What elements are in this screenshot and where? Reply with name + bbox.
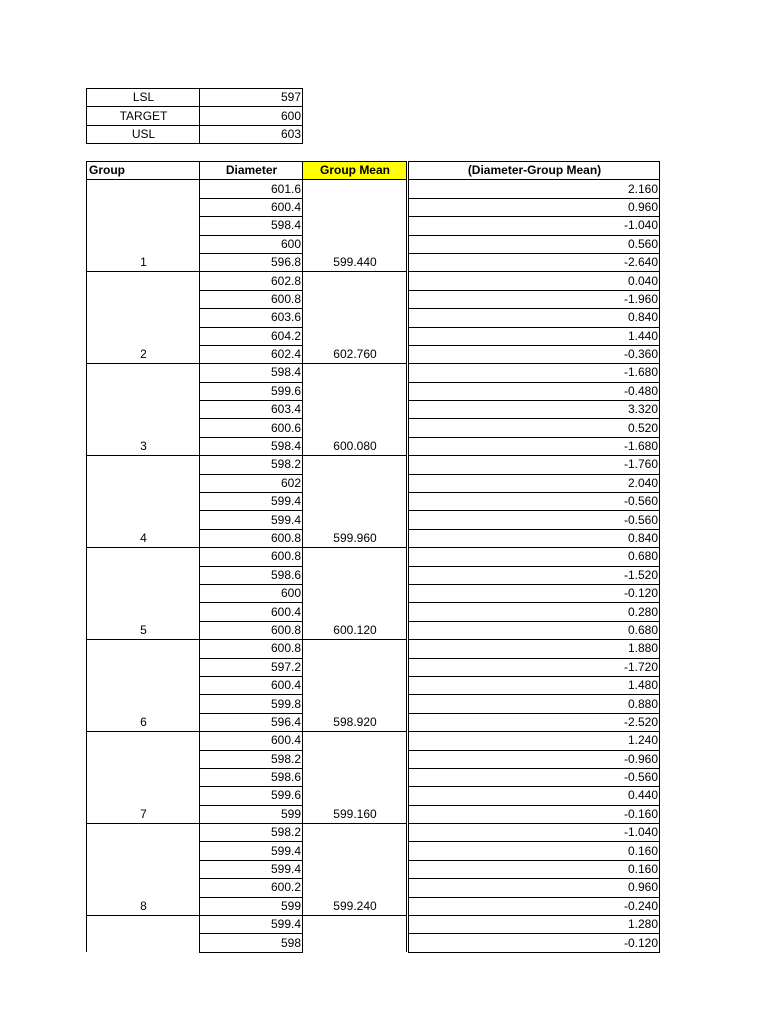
table-row bbox=[87, 897, 660, 915]
group-mean-cell[interactable] bbox=[303, 198, 407, 216]
table-row bbox=[87, 327, 660, 345]
group-cell[interactable] bbox=[87, 474, 200, 492]
deviation-cell[interactable]: -0.240 bbox=[409, 897, 660, 915]
deviation-cell[interactable]: 1.240 bbox=[409, 732, 660, 750]
deviation-cell[interactable]: -1.680 bbox=[409, 364, 660, 382]
group-mean-cell[interactable]: 599.960 bbox=[303, 529, 407, 547]
deviation-cell[interactable]: -1.040 bbox=[409, 217, 660, 235]
diameter-cell[interactable]: 600 bbox=[200, 584, 303, 602]
table-row bbox=[87, 290, 660, 308]
deviation-cell[interactable]: 0.280 bbox=[409, 603, 660, 621]
spec-label-cell[interactable]: LSL bbox=[87, 89, 200, 107]
deviation-cell[interactable]: 0.520 bbox=[409, 419, 660, 437]
group-mean-cell[interactable] bbox=[303, 419, 407, 437]
group-mean-cell[interactable] bbox=[303, 511, 407, 529]
diameter-cell[interactable]: 599 bbox=[200, 897, 303, 915]
header-deviation[interactable]: (Diameter-Group Mean) bbox=[409, 162, 660, 180]
group-mean-cell[interactable] bbox=[303, 327, 407, 345]
group-mean-cell[interactable] bbox=[303, 474, 407, 492]
deviation-cell[interactable]: -0.120 bbox=[409, 934, 660, 952]
table-row bbox=[87, 529, 660, 547]
deviation-cell[interactable]: 0.560 bbox=[409, 235, 660, 253]
table-row bbox=[87, 235, 660, 253]
deviation-cell[interactable]: -0.960 bbox=[409, 750, 660, 768]
group-cell[interactable] bbox=[87, 584, 200, 602]
table-row bbox=[87, 548, 660, 566]
table-row bbox=[87, 824, 660, 842]
group-cell[interactable] bbox=[87, 235, 200, 253]
table-row bbox=[87, 309, 660, 327]
group-cell[interactable]: 1 bbox=[87, 253, 200, 271]
table-row bbox=[87, 934, 660, 952]
deviation-cell[interactable]: -0.560 bbox=[409, 768, 660, 786]
deviation-cell[interactable]: 3.320 bbox=[409, 401, 660, 419]
deviation-cell[interactable]: -1.040 bbox=[409, 824, 660, 842]
group-cell[interactable] bbox=[87, 787, 200, 805]
diameter-cell[interactable]: 598 bbox=[200, 934, 303, 952]
spec-row bbox=[87, 89, 303, 107]
deviation-cell[interactable]: 2.040 bbox=[409, 474, 660, 492]
group-mean-cell[interactable] bbox=[303, 309, 407, 327]
table-row bbox=[87, 401, 660, 419]
group-cell[interactable] bbox=[87, 860, 200, 878]
group-mean-cell[interactable] bbox=[303, 290, 407, 308]
group-cell[interactable] bbox=[87, 180, 200, 198]
group-cell[interactable] bbox=[87, 401, 200, 419]
group-mean-cell[interactable] bbox=[303, 456, 407, 474]
group-mean-cell[interactable] bbox=[303, 180, 407, 198]
group-mean-cell[interactable] bbox=[303, 824, 407, 842]
deviation-cell[interactable]: -1.720 bbox=[409, 658, 660, 676]
group-cell[interactable] bbox=[87, 732, 200, 750]
group-mean-cell[interactable]: 599.160 bbox=[303, 805, 407, 823]
table-row bbox=[87, 768, 660, 786]
diameter-cell[interactable]: 596.4 bbox=[200, 713, 303, 731]
group-mean-cell[interactable] bbox=[303, 548, 407, 566]
group-cell[interactable]: 2 bbox=[87, 345, 200, 363]
table-row bbox=[87, 676, 660, 694]
deviation-cell[interactable]: -0.480 bbox=[409, 382, 660, 400]
deviation-cell[interactable]: -1.960 bbox=[409, 290, 660, 308]
table-row bbox=[87, 474, 660, 492]
group-mean-cell[interactable]: 600.080 bbox=[303, 437, 407, 455]
diameter-cell[interactable]: 600.8 bbox=[200, 290, 303, 308]
group-mean-cell[interactable] bbox=[303, 235, 407, 253]
diameter-cell[interactable]: 598.2 bbox=[200, 456, 303, 474]
diameter-cell[interactable]: 602 bbox=[200, 474, 303, 492]
group-mean-cell[interactable] bbox=[303, 640, 407, 658]
header-group-mean[interactable]: Group Mean bbox=[303, 162, 407, 180]
diameter-cell[interactable]: 598.4 bbox=[200, 437, 303, 455]
diameter-cell[interactable]: 600.4 bbox=[200, 603, 303, 621]
diameter-cell[interactable]: 604.2 bbox=[200, 327, 303, 345]
diameter-cell[interactable]: 598.6 bbox=[200, 768, 303, 786]
deviation-cell[interactable]: 1.480 bbox=[409, 676, 660, 694]
diameter-cell[interactable]: 600.4 bbox=[200, 198, 303, 216]
group-mean-cell[interactable] bbox=[303, 382, 407, 400]
table-row bbox=[87, 272, 660, 290]
deviation-cell[interactable]: -0.360 bbox=[409, 345, 660, 363]
group-cell[interactable]: 7 bbox=[87, 805, 200, 823]
spec-row bbox=[87, 125, 303, 143]
diameter-cell[interactable]: 598.2 bbox=[200, 824, 303, 842]
group-cell[interactable] bbox=[87, 658, 200, 676]
group-cell[interactable]: 4 bbox=[87, 529, 200, 547]
group-cell[interactable] bbox=[87, 309, 200, 327]
diameter-cell[interactable]: 599.4 bbox=[200, 860, 303, 878]
deviation-cell[interactable]: 0.960 bbox=[409, 198, 660, 216]
diameter-cell[interactable]: 599.4 bbox=[200, 493, 303, 511]
group-mean-cell[interactable] bbox=[303, 364, 407, 382]
group-cell[interactable] bbox=[87, 934, 200, 952]
group-mean-cell[interactable]: 599.440 bbox=[303, 253, 407, 271]
deviation-cell[interactable]: -1.680 bbox=[409, 437, 660, 455]
diameter-cell[interactable]: 598.6 bbox=[200, 566, 303, 584]
header-group[interactable]: Group bbox=[87, 162, 200, 180]
deviation-cell[interactable]: 0.160 bbox=[409, 860, 660, 878]
group-cell[interactable] bbox=[87, 217, 200, 235]
group-cell[interactable] bbox=[87, 272, 200, 290]
diameter-cell[interactable]: 600 bbox=[200, 235, 303, 253]
group-cell[interactable] bbox=[87, 676, 200, 694]
group-mean-cell[interactable]: 599.240 bbox=[303, 897, 407, 915]
deviation-cell[interactable]: -0.160 bbox=[409, 805, 660, 823]
table-row bbox=[87, 493, 660, 511]
diameter-cell[interactable]: 598.2 bbox=[200, 750, 303, 768]
deviation-cell[interactable]: 0.960 bbox=[409, 879, 660, 897]
group-mean-cell[interactable]: 602.760 bbox=[303, 345, 407, 363]
group-cell[interactable] bbox=[87, 419, 200, 437]
group-cell[interactable] bbox=[87, 768, 200, 786]
deviation-cell[interactable]: 0.440 bbox=[409, 787, 660, 805]
spec-value-cell[interactable]: 600 bbox=[200, 107, 303, 125]
deviation-cell[interactable]: 1.880 bbox=[409, 640, 660, 658]
table-row bbox=[87, 916, 660, 934]
table-row bbox=[87, 658, 660, 676]
spec-value-cell[interactable]: 597 bbox=[200, 89, 303, 107]
group-cell[interactable] bbox=[87, 566, 200, 584]
diameter-cell[interactable]: 600.8 bbox=[200, 548, 303, 566]
deviation-cell[interactable]: 0.840 bbox=[409, 309, 660, 327]
table-row bbox=[87, 713, 660, 731]
table-row bbox=[87, 879, 660, 897]
group-mean-cell[interactable] bbox=[303, 493, 407, 511]
diameter-cell[interactable]: 600.8 bbox=[200, 529, 303, 547]
deviation-cell[interactable]: 0.040 bbox=[409, 272, 660, 290]
group-mean-cell[interactable] bbox=[303, 566, 407, 584]
group-mean-cell[interactable] bbox=[303, 879, 407, 897]
spec-value-cell[interactable]: 603 bbox=[200, 125, 303, 143]
table-row bbox=[87, 345, 660, 363]
group-cell[interactable] bbox=[87, 879, 200, 897]
deviation-cell[interactable]: 2.160 bbox=[409, 180, 660, 198]
group-mean-cell[interactable] bbox=[303, 860, 407, 878]
spec-limits-body bbox=[87, 89, 303, 144]
group-mean-cell[interactable] bbox=[303, 401, 407, 419]
group-mean-cell[interactable] bbox=[303, 934, 407, 952]
table-row bbox=[87, 511, 660, 529]
group-mean-cell[interactable] bbox=[303, 603, 407, 621]
group-cell[interactable] bbox=[87, 695, 200, 713]
group-cell[interactable] bbox=[87, 382, 200, 400]
diameter-cell[interactable]: 601.6 bbox=[200, 180, 303, 198]
deviation-cell[interactable]: 1.440 bbox=[409, 327, 660, 345]
diameter-cell[interactable]: 599.6 bbox=[200, 382, 303, 400]
table-row bbox=[87, 419, 660, 437]
table-row bbox=[87, 860, 660, 878]
diameter-cell[interactable]: 596.8 bbox=[200, 253, 303, 271]
spec-label-cell[interactable]: USL bbox=[87, 125, 200, 143]
diameter-cell[interactable]: 600.2 bbox=[200, 879, 303, 897]
table-row bbox=[87, 253, 660, 271]
diameter-cell[interactable]: 602.8 bbox=[200, 272, 303, 290]
diameter-cell[interactable]: 600.8 bbox=[200, 621, 303, 639]
table-row bbox=[87, 695, 660, 713]
header-diameter[interactable]: Diameter bbox=[200, 162, 303, 180]
group-cell[interactable]: 6 bbox=[87, 713, 200, 731]
diameter-cell[interactable]: 597.2 bbox=[200, 658, 303, 676]
diameter-cell[interactable]: 599.4 bbox=[200, 511, 303, 529]
group-cell[interactable]: 8 bbox=[87, 897, 200, 915]
table-row bbox=[87, 382, 660, 400]
table-row bbox=[87, 621, 660, 639]
table-row bbox=[87, 566, 660, 584]
group-cell[interactable] bbox=[87, 456, 200, 474]
table-row bbox=[87, 787, 660, 805]
group-cell[interactable] bbox=[87, 198, 200, 216]
table-row bbox=[87, 603, 660, 621]
group-mean-cell[interactable] bbox=[303, 842, 407, 860]
deviation-cell[interactable]: -2.640 bbox=[409, 253, 660, 271]
group-mean-cell[interactable] bbox=[303, 916, 407, 934]
diameter-cell[interactable]: 600.4 bbox=[200, 732, 303, 750]
group-mean-cell[interactable] bbox=[303, 272, 407, 290]
diameter-cell[interactable]: 599.4 bbox=[200, 842, 303, 860]
header-row bbox=[87, 162, 660, 180]
group-mean-cell[interactable] bbox=[303, 750, 407, 768]
deviation-cell[interactable]: -0.560 bbox=[409, 493, 660, 511]
deviation-cell[interactable]: -0.560 bbox=[409, 511, 660, 529]
table-row bbox=[87, 456, 660, 474]
table-row bbox=[87, 198, 660, 216]
table-row bbox=[87, 750, 660, 768]
deviation-cell[interactable]: 0.680 bbox=[409, 621, 660, 639]
spec-label-cell[interactable]: TARGET bbox=[87, 107, 200, 125]
table-row bbox=[87, 180, 660, 198]
group-cell[interactable] bbox=[87, 548, 200, 566]
group-mean-cell[interactable]: 600.120 bbox=[303, 621, 407, 639]
spec-row bbox=[87, 107, 303, 125]
group-cell[interactable] bbox=[87, 842, 200, 860]
diameter-cell[interactable]: 599.6 bbox=[200, 787, 303, 805]
group-cell[interactable]: 5 bbox=[87, 621, 200, 639]
table-row bbox=[87, 842, 660, 860]
group-mean-cell[interactable] bbox=[303, 676, 407, 694]
group-cell[interactable] bbox=[87, 327, 200, 345]
group-mean-cell[interactable] bbox=[303, 217, 407, 235]
group-mean-cell[interactable] bbox=[303, 695, 407, 713]
deviation-cell[interactable]: 0.880 bbox=[409, 695, 660, 713]
diameter-cell[interactable]: 598.4 bbox=[200, 364, 303, 382]
group-cell[interactable] bbox=[87, 511, 200, 529]
deviation-cell[interactable]: -1.760 bbox=[409, 456, 660, 474]
group-cell[interactable] bbox=[87, 290, 200, 308]
group-cell[interactable] bbox=[87, 493, 200, 511]
group-mean-cell[interactable] bbox=[303, 732, 407, 750]
table-row bbox=[87, 584, 660, 602]
deviation-cell[interactable]: 0.160 bbox=[409, 842, 660, 860]
data-body bbox=[87, 180, 660, 952]
diameter-cell[interactable]: 600.6 bbox=[200, 419, 303, 437]
table-row bbox=[87, 732, 660, 750]
deviation-cell[interactable]: 0.840 bbox=[409, 529, 660, 547]
table-row bbox=[87, 217, 660, 235]
diameter-cell[interactable]: 603.6 bbox=[200, 309, 303, 327]
table-row bbox=[87, 437, 660, 455]
table-row bbox=[87, 805, 660, 823]
group-cell[interactable] bbox=[87, 916, 200, 934]
table-row bbox=[87, 364, 660, 382]
diameter-cell[interactable]: 600.8 bbox=[200, 640, 303, 658]
diameter-cell[interactable]: 600.4 bbox=[200, 676, 303, 694]
group-cell[interactable]: 3 bbox=[87, 437, 200, 455]
diameter-cell[interactable]: 602.4 bbox=[200, 345, 303, 363]
table-row bbox=[87, 640, 660, 658]
deviation-cell[interactable]: 1.280 bbox=[409, 916, 660, 934]
diameter-data-table bbox=[86, 161, 660, 953]
diameter-cell[interactable]: 599 bbox=[200, 805, 303, 823]
group-cell[interactable] bbox=[87, 364, 200, 382]
deviation-cell[interactable]: 0.680 bbox=[409, 548, 660, 566]
group-mean-cell[interactable]: 598.920 bbox=[303, 713, 407, 731]
group-mean-cell[interactable] bbox=[303, 584, 407, 602]
group-cell[interactable] bbox=[87, 603, 200, 621]
deviation-cell[interactable]: -2.520 bbox=[409, 713, 660, 731]
diameter-cell[interactable]: 599.4 bbox=[200, 916, 303, 934]
diameter-cell[interactable]: 598.4 bbox=[200, 217, 303, 235]
diameter-cell[interactable]: 599.8 bbox=[200, 695, 303, 713]
spec-limits-table bbox=[86, 88, 303, 144]
group-mean-cell[interactable] bbox=[303, 787, 407, 805]
group-cell[interactable] bbox=[87, 640, 200, 658]
deviation-cell[interactable]: -0.120 bbox=[409, 584, 660, 602]
group-cell[interactable] bbox=[87, 824, 200, 842]
deviation-cell[interactable]: -1.520 bbox=[409, 566, 660, 584]
group-mean-cell[interactable] bbox=[303, 768, 407, 786]
group-mean-cell[interactable] bbox=[303, 658, 407, 676]
diameter-cell[interactable]: 603.4 bbox=[200, 401, 303, 419]
group-cell[interactable] bbox=[87, 750, 200, 768]
